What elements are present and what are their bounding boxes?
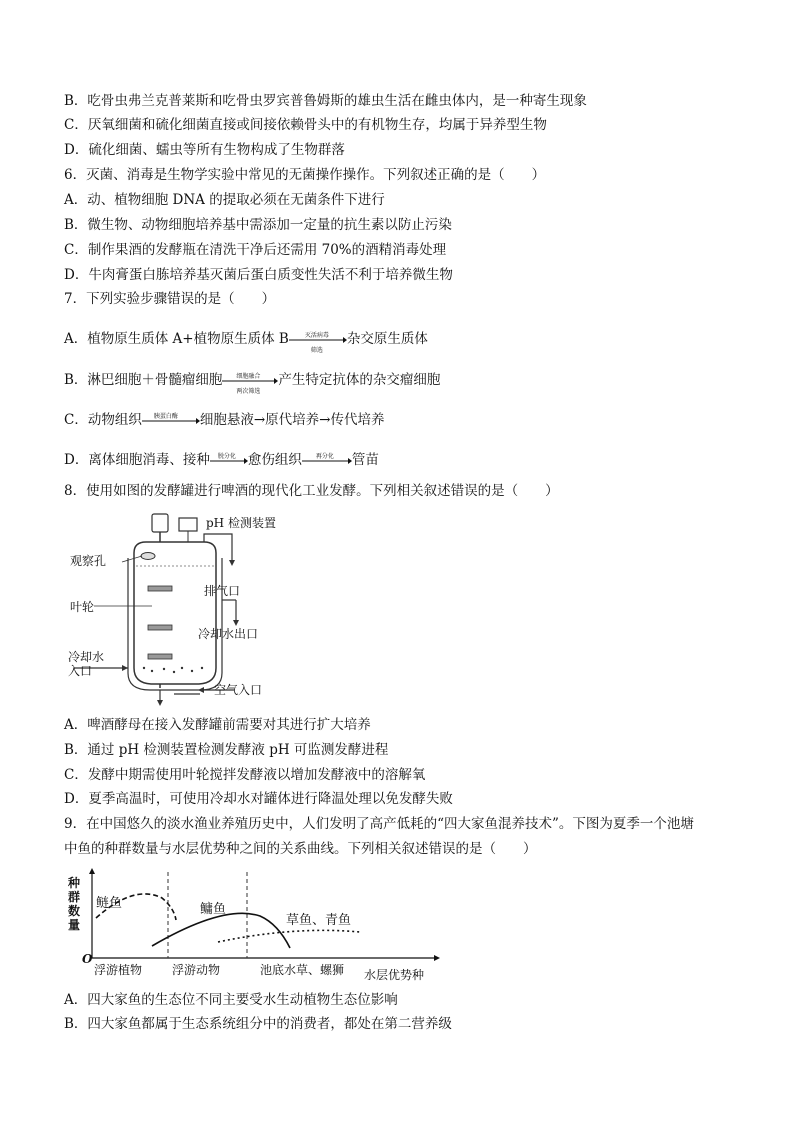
option-c-line: C．厌氧细菌和硫化细菌直接或间接依赖骨头中的有机物生存，均属于异养型生物 — [64, 117, 547, 133]
fish-label-bighead-carp: 鳙鱼 — [200, 902, 227, 917]
q7b-arrow — [222, 372, 278, 395]
question-8-option-d: D．夏季高温时，可使用冷却水对罐体进行降温处理以免发酵失败 — [64, 791, 453, 807]
origin-label: O — [82, 952, 93, 966]
q7a-arrow-top: 灭活病毒 — [304, 331, 329, 339]
q7c-right: 细胞悬液→原代培养→传代培养 — [199, 412, 385, 428]
exhaust-label: 排气口 — [204, 584, 241, 598]
zone-label-zooplankton: 浮游动物 — [172, 963, 221, 977]
arrow-icon — [142, 412, 200, 430]
question-7-option-d — [64, 451, 379, 470]
cooling-out-label: 冷却水出口 — [198, 627, 259, 641]
x-axis-label: 水层优势种 — [364, 968, 425, 982]
question-6-option-d: D．牛肉膏蛋白胨培养基灭菌后蛋白质变性失活不利于培养微生物 — [64, 267, 453, 283]
question-6: 6．灭菌、消毒是生物学实验中常见的无菌操作操作。下列叙述正确的是（ ） — [64, 167, 546, 183]
fish-label-silver-carp: 鲢鱼 — [96, 896, 123, 911]
curve-grass-black-carp — [218, 930, 360, 942]
ph-label: pH 检测装置 — [206, 516, 276, 530]
question-9-option-a: A．四大家鱼的生态位不同主要受水生动植物生态位影响 — [64, 992, 398, 1008]
question-8-option-b: B．通过 pH 检测装置检测发酵液 pH 可监测发酵进程 — [64, 742, 389, 758]
fish-label-grass-black-carp: 草鱼、青鱼 — [286, 913, 352, 928]
curve-bighead-carp — [152, 913, 290, 948]
arrow-icon — [302, 452, 352, 470]
q7d-arrow-1 — [210, 452, 248, 470]
question-6-option-c: C．制作果酒的发酵瓶在清洗干净后还需用 70%的酒精消毒处理 — [64, 242, 447, 258]
question-7-option-c — [64, 411, 384, 430]
q7b-right: 产生特定抗体的杂交瘤细胞 — [278, 372, 441, 388]
q7b-arrow-top: 细胞融合 — [236, 372, 261, 380]
question-7-option-b — [64, 371, 441, 395]
fermenter-drawing — [64, 508, 304, 708]
q7d-arrow2-top: 再分化 — [315, 452, 334, 460]
option-b-line: B．吃骨虫弗兰克普莱斯和吃骨虫罗宾普鲁姆斯的雄虫生活在雌虫体内，是一种寄生现象 — [64, 93, 587, 109]
question-9-option-b: B．四大家鱼都属于生态系统组分中的消费者，都处在第二营养级 — [64, 1016, 452, 1032]
q7a-arrow — [289, 331, 347, 354]
air-in-label: 空气入口 — [214, 683, 263, 697]
q7d-arrow-2 — [302, 452, 352, 470]
impeller-label: 叶轮 — [70, 600, 95, 614]
question-6-option-a: A．动、植物细胞 DNA 的提取必须在无菌条件下进行 — [64, 192, 385, 208]
zone-label-bottom: 池底水草、螺狮 — [260, 963, 345, 977]
fish-population-chart — [64, 866, 444, 984]
q7a-left: A．植物原生质体 A+植物原生质体 B — [64, 331, 289, 347]
q7d-left: D．离体细胞消毒、接种 — [64, 452, 210, 468]
option-d-line: D．硫化细菌、蠕虫等所有生物构成了生物群落 — [64, 142, 345, 158]
cooling-in-label-1: 冷却水 — [68, 650, 105, 664]
q7b-left: B．淋巴细胞＋骨髓瘤细胞 — [64, 372, 223, 388]
q7b-arrow-bottom: 两次筛选 — [236, 387, 261, 395]
q7c-arrow — [142, 412, 200, 430]
q7d-arrow1-top: 脱分化 — [217, 452, 236, 460]
question-8-option-a: A．啤酒酵母在接入发酵罐前需要对其进行扩大培养 — [64, 717, 371, 733]
zone-label-phytoplankton: 浮游植物 — [94, 963, 143, 977]
window-label: 观察孔 — [70, 554, 107, 568]
y-axis-label: 种群数量 — [68, 876, 81, 932]
cooling-in-label-2: 入口 — [68, 664, 93, 678]
question-9-line-1: 9．在中国悠久的淡水渔业养殖历史中，人们发明了高产低耗的“四大家鱼混养技术”。下图为夏季一个池塘 — [64, 816, 694, 832]
question-9-line-2: 中鱼的种群数量与水层优势种之间的关系曲线。下列相关叙述错误的是（ ） — [64, 841, 537, 857]
question-6-option-b: B．微生物、动物细胞培养基中需添加一定量的抗生素以防止污染 — [64, 217, 452, 233]
q7d-right: 管苗 — [351, 452, 379, 468]
question-7: 7．下列实验步骤错误的是（ ） — [64, 291, 276, 307]
question-7-option-a — [64, 330, 428, 354]
question-8-option-c: C．发酵中期需使用叶轮搅拌发酵液以增加发酵液中的溶解氧 — [64, 767, 426, 783]
fermenter-figure — [64, 508, 304, 708]
arrow-icon — [210, 452, 248, 470]
ph-device-shape — [179, 518, 197, 531]
window-shape — [141, 553, 155, 560]
q7a-arrow-bottom: 筛选 — [310, 346, 323, 354]
motor-shape — [152, 514, 168, 532]
q7c-left: C．动物组织 — [64, 412, 142, 428]
q7d-mid: 愈伤组织 — [247, 452, 302, 468]
q7c-arrow-top: 胰蛋白酶 — [153, 412, 178, 420]
question-8: 8．使用如图的发酵罐进行啤酒的现代化工业发酵。下列相关叙述错误的是（ ） — [64, 483, 559, 499]
q7a-right: 杂交原生质体 — [346, 331, 428, 347]
tank-outer — [134, 542, 216, 684]
